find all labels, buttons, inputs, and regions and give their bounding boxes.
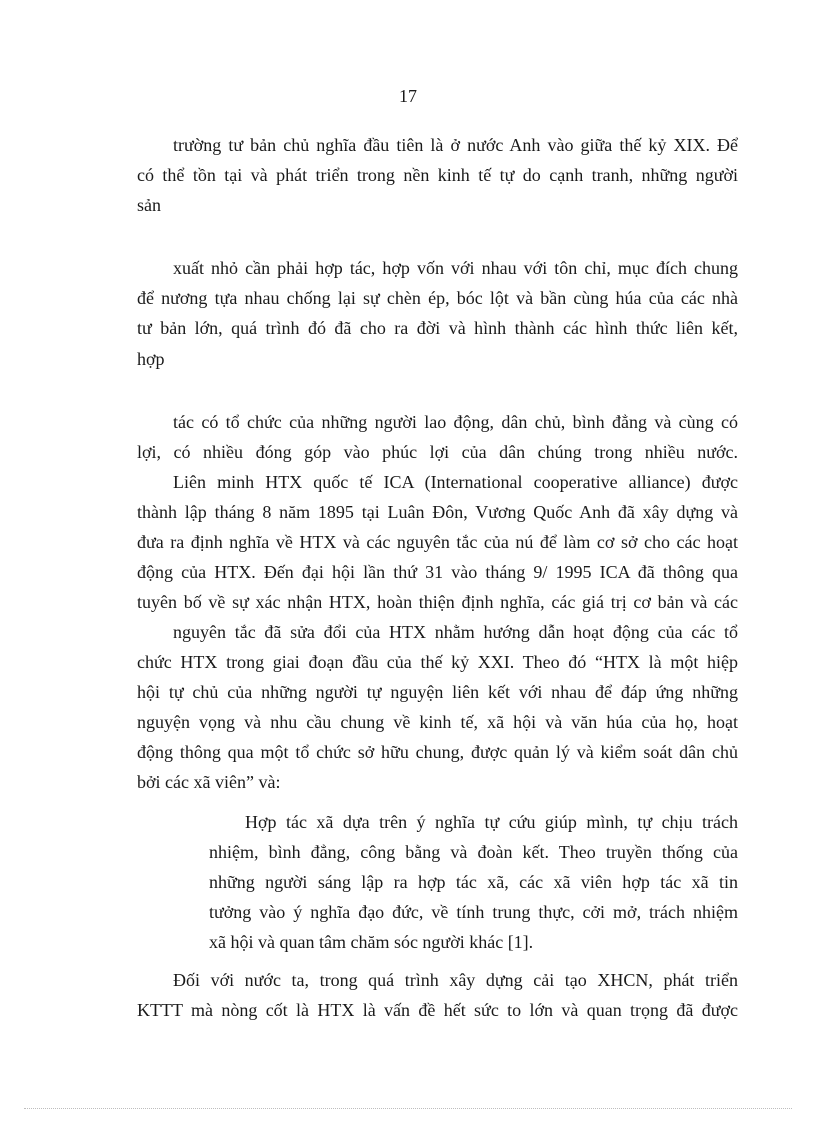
text-line: bởi các xã viên” và: (137, 772, 281, 792)
text-line: có thể tồn tại và phát triển trong nền kinh tế tự do cạnh tranh, những người (137, 165, 738, 185)
text-line: nguyện vọng và nhu cầu chung về kinh tế, xã hội và văn húa của họ, hoạt (137, 712, 738, 732)
text-line: trường tư bản chủ nghĩa đầu tiên là ở nước Anh vào giữa thế kỷ XIX. Để (173, 135, 738, 155)
quote-line: xã hội và quan tâm chăm sóc người khác [1]. (209, 932, 534, 952)
text-line: tác có tổ chức của những người lao động, dân chủ, bình đẳng và cùng có (173, 412, 738, 432)
page-bottom-rule (24, 1108, 792, 1109)
text-line: để nương tựa nhau chống lại sự chèn ép, bóc lột và bần cùng húa của các nhà (137, 288, 738, 308)
quote-line: Hợp tác xã dựa trên ý nghĩa tự cứu giúp mình, tự chịu trách (245, 812, 738, 832)
text-line: nguyên tắc đã sửa đổi của HTX nhằm hướng dẫn hoạt động của các tổ (173, 622, 738, 642)
text-line: tư bản lớn, quá trình đó đã cho ra đời và hình thành các hình thức liên kết, (137, 318, 738, 338)
quote-line: những người sáng lập ra hợp tác xã, các xã viên hợp tác xã tin (209, 872, 738, 892)
text-line: hợp (137, 349, 165, 369)
text-line: chức HTX trong giai đoạn đầu của thế kỷ XXI. Theo đó “HTX là một hiệp (137, 652, 738, 672)
text-line: động thông qua một tổ chức sở hữu chung, được quản lý và kiểm soát dân chủ (137, 742, 738, 762)
text-line: xuất nhỏ cần phải hợp tác, hợp vốn với nhau với tôn chỉ, mục đích chung (173, 258, 738, 278)
page-number: 17 (399, 86, 417, 106)
text-line: sản (137, 195, 161, 215)
text-line: Đối với nước ta, trong quá trình xây dựng cải tạo XHCN, phát triển (173, 970, 738, 990)
text-line: KTTT mà nòng cốt là HTX là vấn đề hết sức to lớn và quan trọng đã được (137, 1000, 738, 1020)
text-line: tuyên bố về sự xác nhận HTX, hoàn thiện định nghĩa, các giá trị cơ bản và các (137, 592, 738, 612)
quote-line: nhiệm, bình đẳng, công bằng và đoàn kết. Theo truyền thống của (209, 842, 738, 862)
text-line: hội tự chủ của những người tự nguyện liên kết với nhau để đáp ứng những (137, 682, 738, 702)
text-line: Liên minh HTX quốc tế ICA (International cooperative alliance) được (173, 472, 738, 492)
text-line: lợi, có nhiều đóng góp vào phúc lợi của dân chúng trong nhiều nước. (137, 442, 738, 462)
text-line: đưa ra định nghĩa về HTX và các nguyên tắc của nú để làm cơ sở cho các hoạt (137, 532, 738, 552)
text-line: thành lập tháng 8 năm 1895 tại Luân Đôn, Vương Quốc Anh đã xây dựng và (137, 502, 738, 522)
quote-line: tưởng vào ý nghĩa đạo đức, về tính trung thực, cởi mở, trách nhiệm (209, 902, 738, 922)
text-line: động của HTX. Đến đại hội lần thứ 31 vào tháng 9/ 1995 ICA đã thông qua (137, 562, 738, 582)
